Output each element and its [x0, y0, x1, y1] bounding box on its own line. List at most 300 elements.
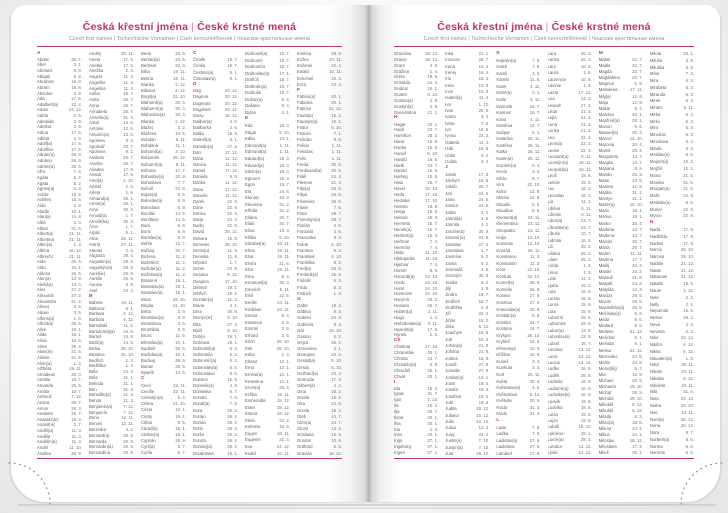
first-name: Danica	[193, 161, 207, 167]
name-entry	[445, 432, 489, 437]
name-entry	[193, 236, 238, 241]
name-entry	[297, 358, 342, 363]
name-entry	[37, 372, 82, 377]
first-name: Alba	[37, 219, 46, 225]
name-entry	[37, 417, 82, 422]
name-day-date: 22. 12.	[328, 106, 342, 112]
name-day-date: 4. 12.	[123, 317, 134, 323]
first-name: Milada	[598, 414, 612, 420]
first-name: Béla	[89, 369, 98, 375]
name-day-date: 8. 2.	[685, 145, 694, 151]
first-name: Juraj	[445, 431, 455, 437]
name-day-date: 2. 9.	[73, 90, 82, 96]
name-entry	[548, 148, 592, 153]
name-entry	[297, 408, 342, 413]
name-day-date: 16. 2.	[580, 282, 592, 288]
name-entry	[37, 175, 82, 180]
name-entry	[548, 212, 592, 217]
first-name: Lucius	[547, 360, 560, 365]
name-entry	[245, 163, 290, 168]
name-entry	[193, 107, 238, 112]
name-day-date: 10. 6.	[331, 401, 342, 407]
name-day-date: 21. 2.	[580, 128, 592, 134]
first-name: Dušan(a)	[245, 96, 263, 102]
name-day-date: 25. 2.	[580, 257, 592, 262]
name-day-date: 20. 1.	[331, 94, 342, 100]
name-entry	[89, 265, 134, 270]
name-entry	[245, 149, 290, 154]
name-day-date: 25. 11.	[527, 155, 541, 161]
name-entry	[496, 149, 540, 154]
first-name: Leo	[547, 134, 555, 140]
name-day-date: 24. 5.	[478, 197, 490, 203]
name-entry	[445, 210, 489, 215]
first-name: Anita	[89, 97, 99, 103]
first-name: Ilona	[394, 414, 404, 420]
first-name: Adelaida	[37, 118, 54, 124]
first-name: Jaroslav	[445, 241, 462, 247]
first-name: Jarka	[445, 209, 456, 215]
name-day-date: 24. 7.	[331, 413, 342, 419]
name-entry	[297, 371, 342, 376]
first-name: Nika	[649, 335, 659, 341]
name-day-date: 12. 9.	[632, 184, 643, 190]
name-entry	[37, 332, 82, 337]
name-entry	[89, 103, 134, 108]
first-name: Daliborka	[193, 125, 212, 131]
name-entry	[394, 432, 438, 437]
name-entry	[599, 81, 643, 86]
first-name: Jáchym	[445, 178, 460, 184]
name-entry	[37, 310, 82, 315]
name-day-date: 3. 3.	[532, 358, 541, 364]
name-entry	[245, 189, 290, 194]
name-entry	[548, 270, 592, 275]
name-day-date: 3. 1.	[333, 346, 342, 352]
name-day-date: 11. 12.	[225, 155, 238, 161]
first-name: Frída	[297, 284, 308, 290]
name-day-date: 8. 4.	[634, 105, 643, 111]
name-day-date: 12. 9.	[632, 371, 643, 377]
first-name: Justin(a)	[445, 438, 462, 444]
name-entry	[445, 102, 489, 107]
first-name: Daniel	[193, 168, 206, 174]
first-name: Kvida	[496, 404, 508, 410]
first-name: Marilyn	[598, 196, 613, 202]
first-name: Eržika	[245, 391, 257, 397]
first-name: Klaudie	[496, 201, 511, 207]
first-name: Drahomíra	[245, 64, 266, 70]
name-entry	[193, 334, 238, 339]
name-entry	[193, 389, 238, 394]
name-day-date: 26. 5.	[175, 345, 186, 351]
name-day-date: 11. 3.	[71, 433, 82, 439]
first-name: Božena	[141, 253, 156, 259]
first-name: Loreta	[547, 295, 560, 301]
first-name: Charlota	[394, 344, 411, 350]
name-day-date: 4. 2.	[333, 383, 342, 388]
name-entry	[394, 133, 438, 138]
first-name: Dárie	[193, 204, 204, 210]
name-entry	[89, 219, 134, 224]
name-entry	[445, 349, 489, 354]
name-entry	[548, 334, 592, 339]
name-day-date: 3. 8.	[685, 57, 694, 63]
name-entry	[297, 63, 342, 68]
name-entry	[496, 97, 540, 102]
name-day-date: 7. 4.	[429, 262, 439, 268]
name-day-date: 17. 9.	[683, 240, 694, 246]
name-entry	[650, 329, 694, 334]
name-day-date: 22. 9.	[683, 193, 694, 199]
name-entry	[599, 269, 643, 274]
name-entry	[650, 241, 694, 246]
name-day-date: 26. 7.	[123, 91, 134, 97]
name-day-date: 5. 8.	[73, 73, 82, 79]
name-day-date: 7. 8.	[73, 169, 82, 175]
first-name: Noe	[649, 409, 658, 415]
name-entry	[141, 266, 186, 271]
name-entry	[297, 254, 342, 259]
name-entry	[37, 197, 82, 202]
name-entry	[89, 224, 134, 229]
name-day-date: 18. 2.	[331, 395, 342, 401]
first-name: Běla	[89, 374, 98, 380]
name-entry	[650, 403, 694, 408]
name-day-date: 11. 10.	[69, 444, 82, 450]
name-entry	[394, 444, 438, 449]
name-day-date: 19. 11.	[277, 391, 290, 397]
name-day-date: 26. 5.	[331, 192, 342, 198]
name-entry	[245, 451, 290, 456]
first-name: Fridolín	[297, 278, 312, 284]
name-entry	[193, 438, 238, 443]
first-name: Arabela	[89, 155, 104, 161]
first-name: Ludvíka	[547, 405, 563, 411]
first-name: Bratislav(a)	[141, 290, 163, 296]
first-name: Jasmína	[445, 254, 462, 260]
first-name: Alice	[37, 326, 47, 332]
letter-heading: N	[649, 220, 654, 226]
first-name: Adalbert(a)	[37, 101, 59, 107]
first-name: Magdaléna	[598, 75, 620, 81]
first-name: Derek	[193, 266, 205, 272]
first-name: Drahuše	[245, 90, 262, 96]
name-entry	[89, 172, 134, 177]
name-entry	[245, 71, 290, 76]
name-entry	[37, 383, 82, 388]
first-name: Afra	[37, 169, 45, 175]
name-entry	[394, 438, 438, 443]
name-day-date: 7. 12.	[71, 394, 82, 400]
name-day-date: 5. 5.	[532, 208, 541, 214]
name-entry	[496, 346, 540, 351]
name-entry	[548, 51, 592, 56]
name-entry	[650, 105, 694, 110]
first-name: Doubravka	[193, 450, 214, 456]
name-entry	[193, 340, 238, 345]
name-day-date: 5. 10.	[279, 129, 290, 135]
name-entry	[89, 184, 134, 189]
name-day-date: 21. 6.	[71, 225, 82, 231]
first-name: Eliška	[245, 234, 257, 240]
letter-heading: H	[394, 115, 398, 121]
name-day-date: 11. 4.	[581, 276, 592, 282]
first-name: Manuel(a)	[598, 129, 619, 135]
first-name: Juliana	[445, 412, 459, 418]
name-day-date: 16. 9.	[279, 424, 290, 430]
name-day-date: 26. 5.	[71, 259, 82, 265]
name-day-date: 1. 6.	[583, 83, 592, 89]
name-day-date: 25. 4.	[632, 147, 643, 153]
name-entry	[394, 356, 438, 361]
name-entry	[37, 124, 82, 129]
name-day-date: 29. 7.	[331, 217, 342, 222]
first-name: Jindřich	[445, 298, 460, 304]
name-entry	[297, 106, 342, 111]
first-name: Harald	[394, 156, 407, 162]
name-day-date: 20. 1.	[427, 432, 439, 438]
name-day-date: 9. 5.	[685, 199, 694, 205]
name-day-date: 13. 12.	[578, 347, 592, 353]
name-entry	[650, 389, 694, 394]
first-name: Křišťan	[496, 352, 511, 358]
first-name: Antonín(a)	[89, 131, 110, 137]
first-name: Malvína	[598, 111, 614, 117]
name-entry	[496, 208, 540, 213]
first-name: Kamila	[496, 77, 510, 83]
name-entry	[496, 130, 540, 135]
name-day-date: 1. 11.	[279, 142, 290, 148]
name-day-date: 3. 6.	[532, 169, 541, 175]
name-day-date: 27. 9.	[529, 293, 541, 299]
first-name: Arnold(a)	[89, 212, 107, 218]
name-entry	[245, 143, 290, 148]
name-day-date: 21. 12.	[680, 260, 694, 266]
name-entry	[89, 201, 134, 206]
name-entry	[445, 445, 489, 450]
name-entry	[37, 74, 82, 79]
first-name: Jarolím(a)	[445, 228, 465, 234]
name-entry	[141, 241, 186, 246]
name-day-date: 26. 7.	[427, 303, 439, 309]
first-name: Adolfína	[37, 146, 53, 152]
name-entry	[37, 321, 82, 326]
name-entry	[193, 444, 238, 449]
first-name: Fred(a)	[297, 266, 312, 272]
name-day-date: 22. 2.	[279, 417, 290, 423]
name-entry	[496, 104, 540, 109]
name-day-date: 10. 8.	[580, 76, 592, 82]
name-entry	[650, 139, 694, 144]
name-entry	[496, 90, 540, 95]
name-entry	[445, 242, 489, 247]
name-day-date: 13. 7.	[632, 232, 643, 238]
first-name: Maja	[598, 99, 609, 105]
name-entry	[245, 221, 290, 226]
name-entry	[89, 115, 134, 120]
name-entry	[599, 118, 643, 123]
first-name: Diana	[193, 303, 205, 309]
name-entry	[245, 280, 290, 285]
name-day-date: 25. 12.	[680, 416, 694, 422]
name-day-date: 27. 1.	[427, 444, 439, 450]
first-name: Jonatán	[445, 368, 461, 374]
name-entry	[141, 82, 186, 87]
name-entry	[297, 401, 342, 406]
name-day-date: 25. 2.	[580, 250, 592, 256]
right-page-header	[368, 5, 720, 47]
name-entry	[599, 75, 643, 80]
name-day-date: 5. 7.	[634, 365, 643, 371]
first-name: Bora	[141, 222, 151, 228]
name-entry	[445, 324, 489, 329]
first-name: Klement(a)	[496, 214, 518, 220]
name-day-date: 5. 7.	[177, 444, 186, 450]
name-entry	[394, 221, 438, 226]
name-entry	[193, 414, 238, 419]
name-entry	[394, 186, 438, 191]
first-name: Dalila	[193, 131, 204, 137]
name-day-date: 6. 11.	[581, 211, 592, 217]
first-name: Laďka	[496, 431, 509, 437]
name-day-date: 15. 5.	[427, 156, 439, 162]
first-name: Hubert(a)	[394, 309, 413, 315]
name-day-date: 9. 6.	[333, 137, 342, 143]
first-name: Mariana	[598, 166, 615, 172]
name-day-date: 25. 7.	[478, 184, 490, 190]
name-day-date: 28. 8.	[123, 259, 134, 265]
name-day-date: 17. 11.	[630, 87, 643, 93]
name-entry	[394, 104, 438, 109]
first-name: Frank	[297, 241, 308, 247]
name-entry	[394, 86, 438, 91]
name-day-date: 25. 1.	[427, 367, 439, 373]
name-entry	[496, 169, 540, 174]
name-day-date: 10. 4.	[227, 217, 238, 223]
name-entry	[37, 152, 82, 157]
name-entry	[599, 293, 643, 298]
first-name: Gréta	[394, 74, 405, 80]
name-day-date: 5. 9.	[177, 229, 186, 235]
name-day-date: 15. 1.	[71, 326, 82, 332]
first-name: Natan	[649, 267, 662, 273]
name-entry	[599, 335, 643, 340]
name-day-date: 19. 11.	[173, 75, 186, 81]
name-day-date: 22. 5.	[279, 293, 290, 299]
name-entry	[548, 392, 592, 397]
first-name: Miranda	[649, 91, 666, 97]
name-day-date: 1. 11.	[331, 155, 342, 161]
name-day-date: 24. 12.	[68, 107, 82, 113]
first-name: Ivana	[445, 114, 456, 120]
name-entry	[193, 168, 238, 173]
name-entry	[193, 144, 238, 149]
first-name: Felicián	[297, 137, 312, 143]
name-day-date: 18. 1.	[175, 290, 186, 296]
first-name: David	[193, 229, 204, 235]
name-entry	[193, 365, 238, 370]
first-name: Leandr	[547, 102, 561, 108]
name-day-date: 24. 3.	[427, 80, 439, 86]
name-day-date: 8. 9.	[125, 282, 134, 288]
name-day-date: 25. 10.	[120, 346, 134, 352]
first-name: Kristýna	[496, 326, 512, 332]
name-entry	[89, 410, 134, 415]
first-name: Christián(a)	[394, 361, 417, 367]
name-entry	[548, 373, 592, 378]
name-day-date: 15. 5.	[71, 197, 82, 203]
first-name: Lara	[547, 51, 557, 56]
name-day-date: 1. 12.	[478, 101, 490, 107]
name-entry	[599, 208, 643, 213]
first-name: Matylda	[598, 287, 614, 293]
name-entry	[141, 162, 186, 167]
name-entry	[599, 106, 643, 111]
name-day-date: 26. 7.	[427, 180, 439, 186]
first-name: Klaudius	[496, 208, 513, 214]
name-entry	[599, 275, 643, 280]
name-day-date: 29. 9.	[632, 377, 643, 383]
name-entry	[37, 389, 82, 394]
first-name: Dezider(a)	[193, 297, 214, 303]
name-day-date: 1. 4.	[429, 68, 439, 74]
name-entry	[193, 187, 238, 192]
name-day-date: 19. 3.	[478, 400, 490, 406]
first-name: Jarmila	[445, 222, 460, 228]
first-name: Deniska	[193, 254, 209, 260]
name-entry	[650, 335, 694, 340]
name-entry	[599, 233, 643, 238]
first-name: Danuše	[193, 192, 208, 198]
first-name: Astrid	[89, 241, 100, 247]
first-name: Amadeus	[37, 371, 56, 377]
name-entry	[496, 425, 540, 430]
name-entry	[496, 293, 540, 298]
name-day-date: 21. 6.	[71, 354, 82, 360]
name-day-date: 17. 10.	[224, 278, 238, 284]
name-day-date: 27. 11.	[121, 241, 134, 247]
name-day-date: 17. 6.	[71, 129, 82, 135]
name-entry	[141, 229, 186, 234]
first-name: Horymír	[394, 297, 410, 303]
name-day-date: 22. 8.	[175, 186, 186, 192]
first-name: Lukrécie	[547, 430, 564, 436]
name-day-date: 27. 10.	[425, 344, 439, 350]
letter-heading: G	[297, 296, 301, 302]
name-day-date: 26. 9.	[175, 364, 186, 370]
name-day-date: 9. 9.	[229, 174, 238, 180]
name-entry	[445, 108, 489, 113]
first-name: Gleb	[297, 413, 307, 419]
name-day-date: 6. 9.	[177, 198, 186, 204]
name-day-date: 16. 7.	[529, 110, 541, 116]
name-day-date: 6. 12.	[683, 375, 694, 381]
first-name: Eugen	[245, 430, 258, 436]
first-name: Alan(a)	[37, 214, 51, 220]
name-entry	[496, 84, 540, 89]
name-entry	[193, 272, 238, 277]
first-name: Lukáš	[547, 424, 559, 430]
name-entry	[548, 418, 592, 423]
name-day-date: 20. 4.	[632, 141, 643, 147]
first-name: Libor(a)	[547, 218, 563, 224]
name-entry	[496, 215, 540, 220]
name-day-date: 17. 9.	[683, 233, 694, 239]
first-name: Melisa	[598, 347, 612, 353]
name-entry	[297, 223, 342, 228]
first-name: Ferda	[297, 161, 309, 167]
